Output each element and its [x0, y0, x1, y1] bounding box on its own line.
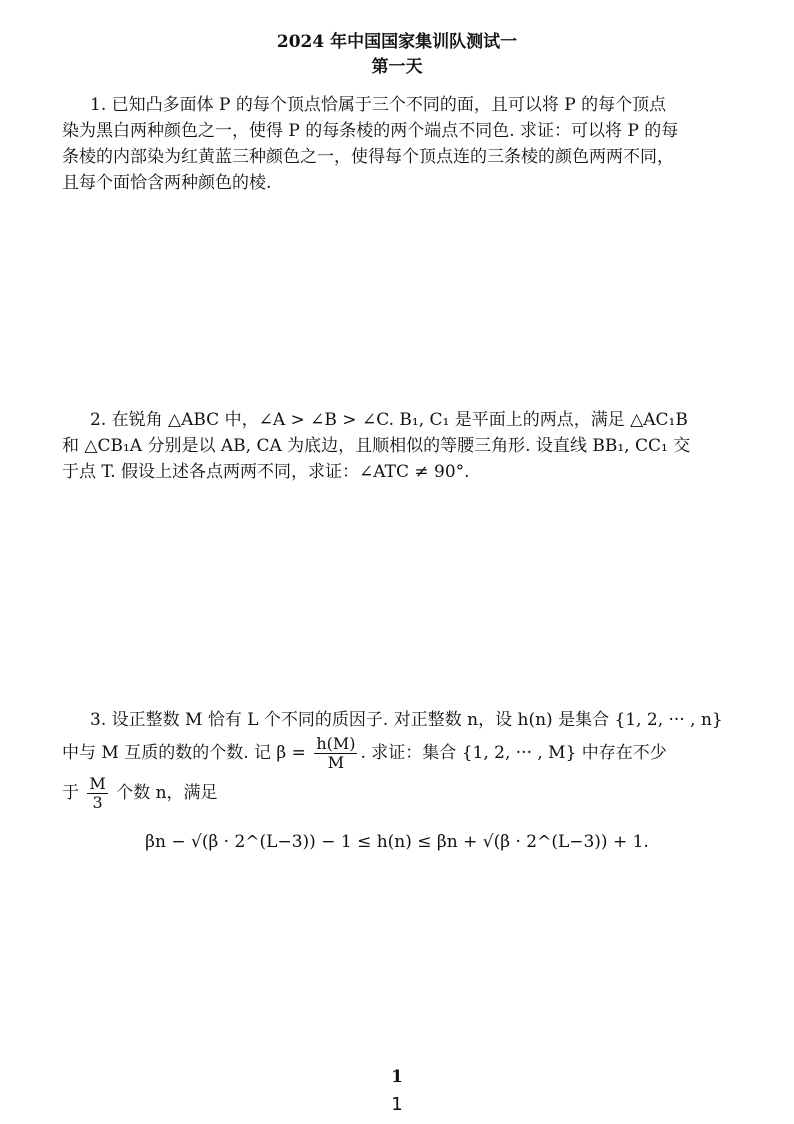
beta-fraction-numerator: h(M)	[316, 734, 356, 753]
page-number-bold: 1	[391, 1067, 403, 1087]
page-number: 1	[391, 1094, 403, 1115]
problem-2-line-1: 2. 在锐角 △ABC 中，∠A > ∠B > ∠C. B₁, C₁ 是平面上的两点，满足 △AC₁B	[90, 410, 688, 430]
m-over-3-numerator: M	[89, 774, 106, 793]
beta-fraction	[314, 735, 357, 772]
page-subtitle: 第一天	[371, 57, 423, 77]
problem-3-line-1: 3. 设正整数 M 恰有 L 个不同的质因子. 对正整数 n，设 h(n) 是集合 {1, 2, ··· , n}	[90, 710, 723, 730]
beta-fraction-denominator: M	[327, 753, 345, 772]
problem-3-line-2	[62, 733, 738, 773]
problem-3-line-3	[62, 773, 738, 813]
problem-2-line-3: 于点 T. 假设上述各点两两不同，求证：∠ATC ≠ 90°.	[62, 462, 470, 482]
problem-3	[62, 707, 738, 813]
problem-3-line-2-text-a: 中与 M 互质的数的个数. 记 β =	[62, 743, 306, 763]
problem-1	[62, 92, 738, 196]
problem-1-line-1: 1. 已知凸多面体 P 的每个顶点恰属于三个不同的面，且可以将 P 的每个顶点	[90, 95, 667, 115]
problem-1-line-2: 染为黑白两种颜色之一，使得 P 的每条棱的两个端点不同色. 求证：可以将 P 的每	[62, 121, 679, 141]
problem-2	[62, 407, 738, 485]
problem-3-line-3-text-a: 于	[62, 783, 79, 803]
page-title: 2024 年中国国家集训队测试一	[276, 32, 518, 52]
problem-2-line-2: 和 △CB₁A 分别是以 AB, CA 为底边，且顺相似的等腰三角形. 设直线 BB₁, CC₁ 交	[62, 436, 691, 456]
problem-3-line-2-text-b: . 求证：集合 {1, 2, ··· , M} 中存在不少	[360, 743, 667, 763]
problem-1-line-3: 条棱的内部染为红黄蓝三种颜色之一，使得每个顶点连的三条棱的颜色两两不同，	[62, 147, 674, 167]
m-over-3-denominator: 3	[92, 793, 103, 812]
display-formula: βn − √(β · 2^(L−3)) − 1 ≤ h(n) ≤ βn + √(β · 2^(L−3)) + 1.	[145, 832, 649, 852]
m-over-3-fraction	[87, 775, 107, 812]
problem-1-line-4: 且每个面恰含两种颜色的棱.	[62, 173, 272, 193]
problem-3-line-3-text-b: 个数 n，满足	[116, 783, 218, 803]
